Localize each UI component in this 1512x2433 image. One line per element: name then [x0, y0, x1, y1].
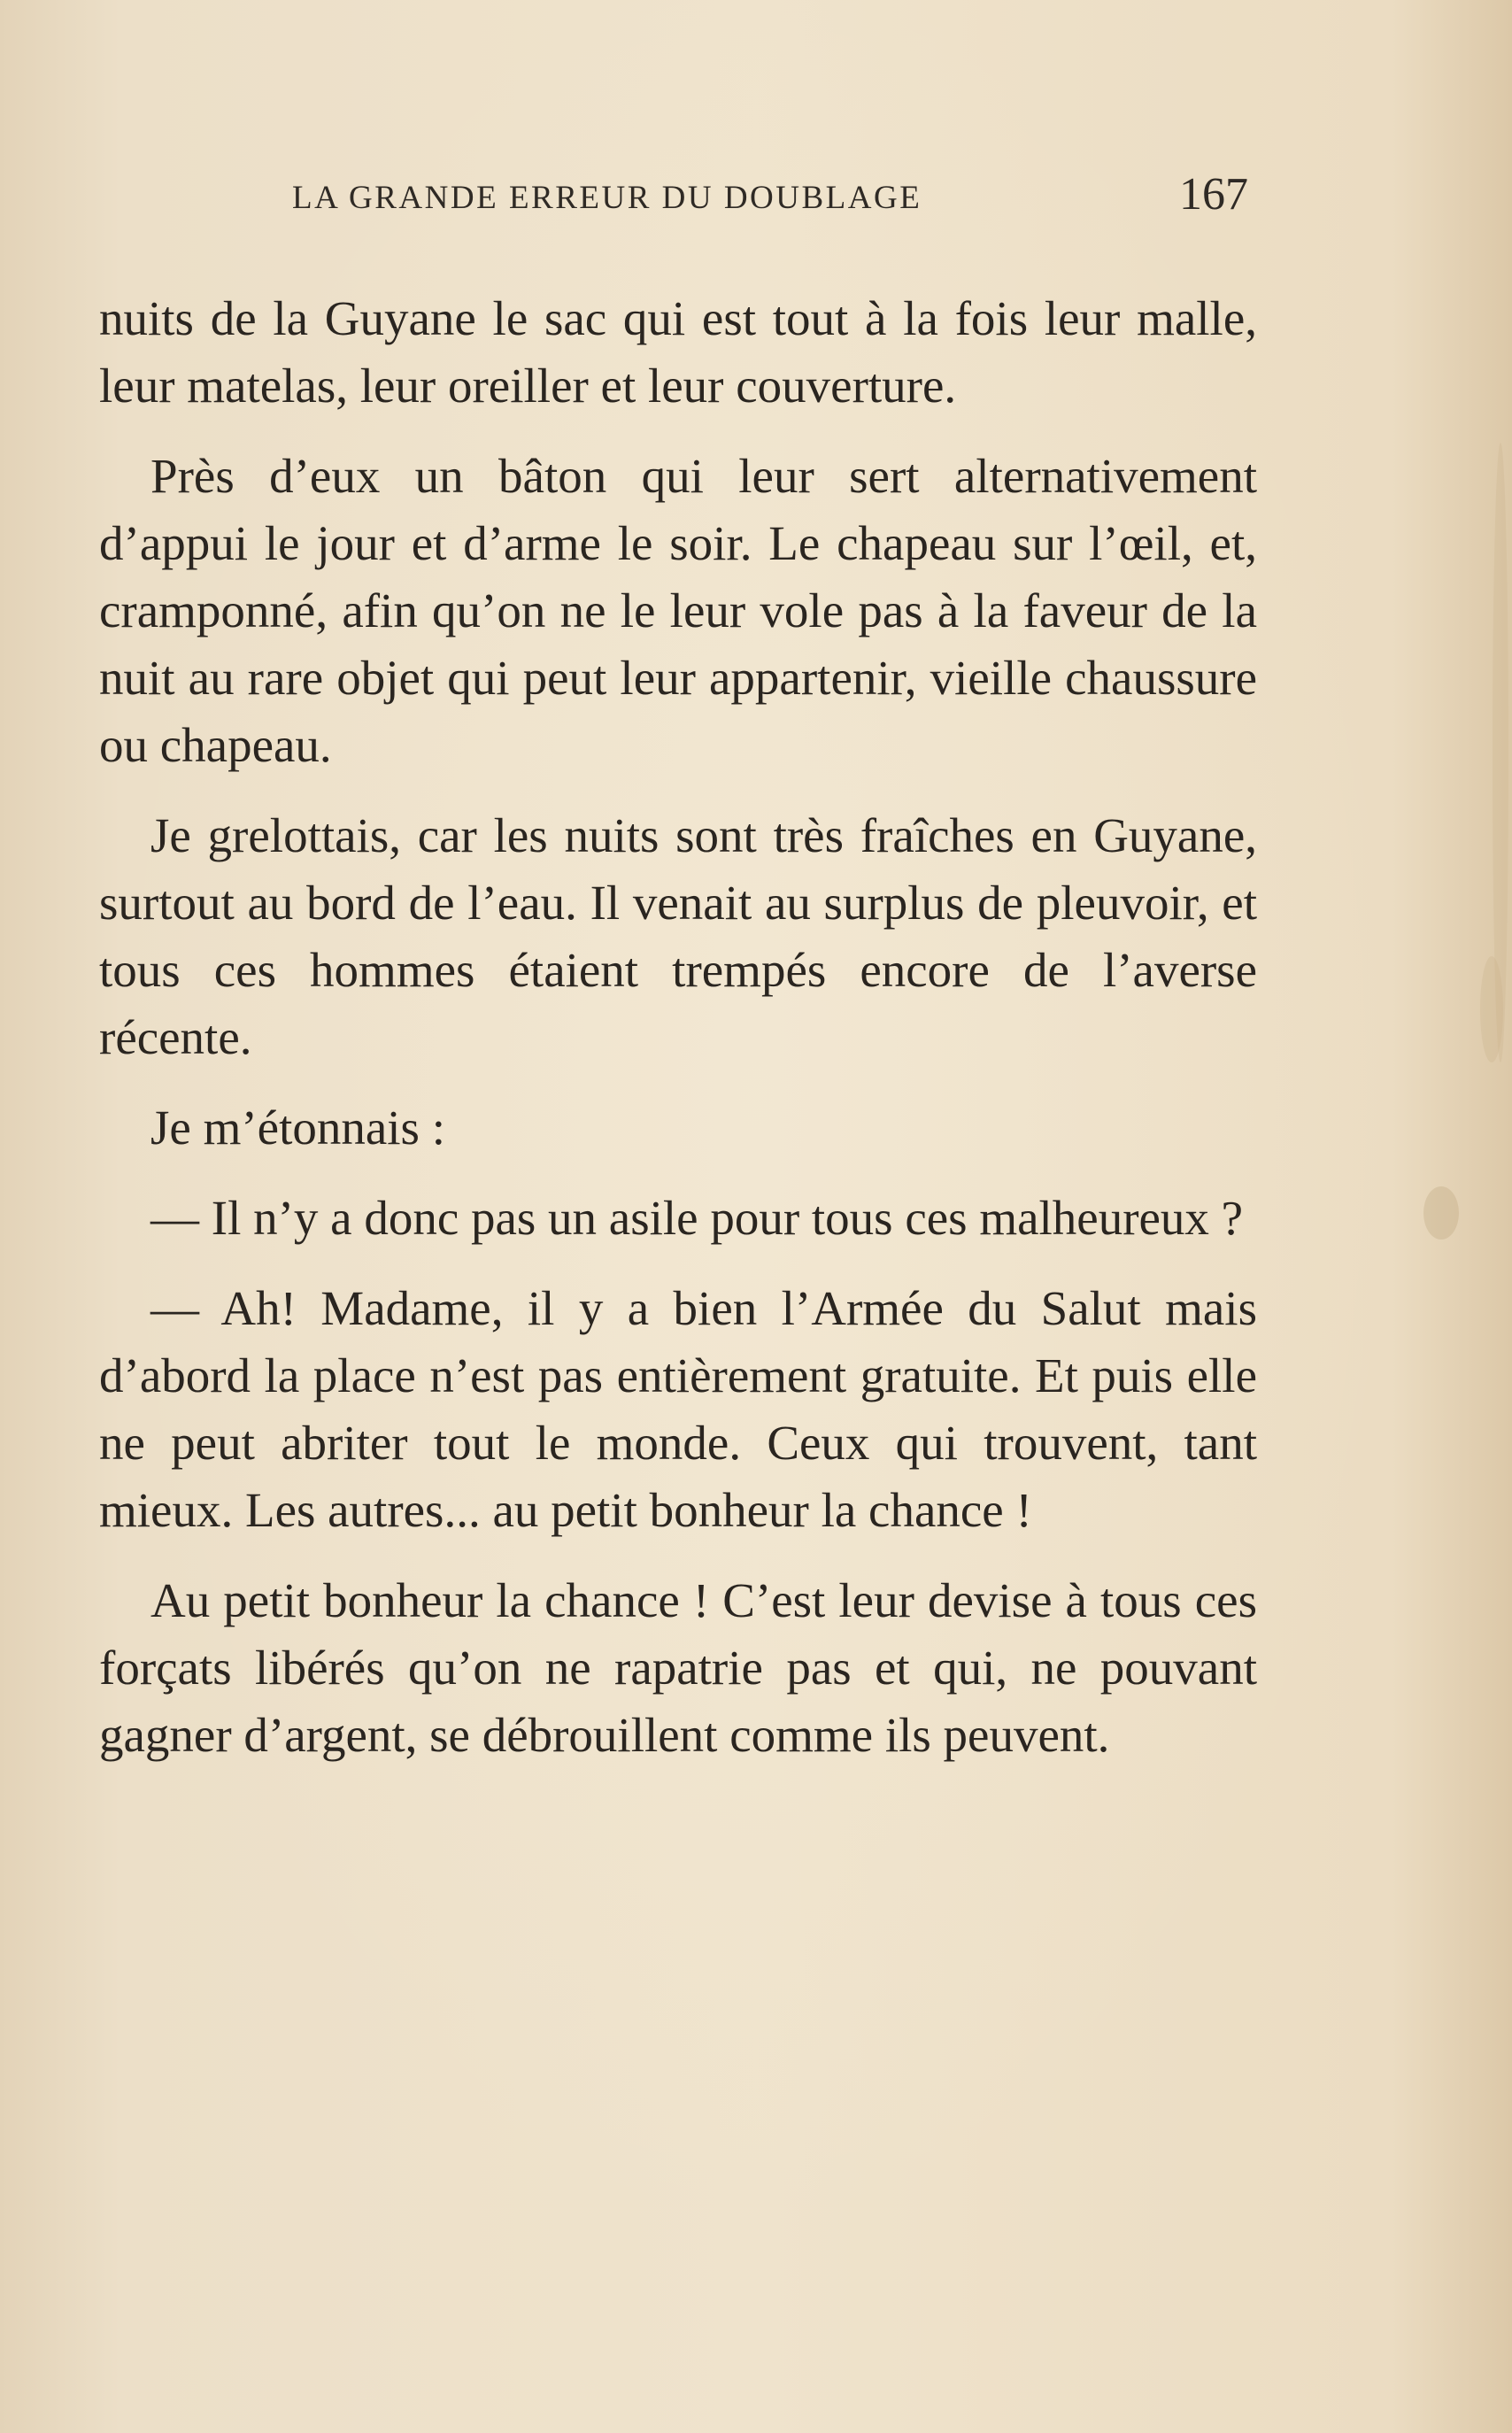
paragraph: Je grelottais, car les nuits sont très fraîches en Guyane, surtout au bord de l’eau. Il venait au surplus de pleuvoir, et tous ces hommes étaient trempés encore de l’averse récente. — [99, 808, 1257, 1064]
dialogue-paragraph: — Il n’y a donc pas un asile pour tous ces malheureux ? — [150, 1191, 1244, 1245]
page-number: 167 — [1179, 169, 1248, 220]
body-text — [99, 285, 1257, 1792]
paragraph: Près d’eux un bâton qui leur sert alternativement d’appui le jour et d’arme le soir. Le chapeau sur l’œil, et, cramponné, afin qu’on ne le leur vole pas à la faveur de la nuit au rare objet qui peut leur appartenir, vieille chaussure ou chapeau. — [99, 449, 1257, 772]
paper-stain — [1423, 1186, 1459, 1240]
running-head: LA GRANDE ERREUR DU DOUBLAGE — [292, 180, 922, 216]
page-header — [292, 168, 1248, 230]
paragraph: nuits de la Guyane le sac qui est tout à la fois leur malle, leur matelas, leur oreiller et leur couverture. — [99, 291, 1257, 413]
paragraph: Je m’étonnais : — [150, 1101, 445, 1155]
paper-stain — [1493, 443, 1508, 1062]
paragraph: Au petit bonheur la chance ! C’est leur devise à tous ces forçats libérés qu’on ne rapatrie pas et qui, ne pouvant gagner d’argent, se débrouillent comme ils peuvent. — [99, 1573, 1257, 1762]
dialogue-paragraph: — Ah! Madame, il y a bien l’Armée du Salut mais d’abord la place n’est pas entièrement gratuite. Et puis elle ne peut abriter tout le monde. Ceux qui trouvent, tant mieux. Les autres... au petit bonheur la chance ! — [99, 1281, 1257, 1537]
